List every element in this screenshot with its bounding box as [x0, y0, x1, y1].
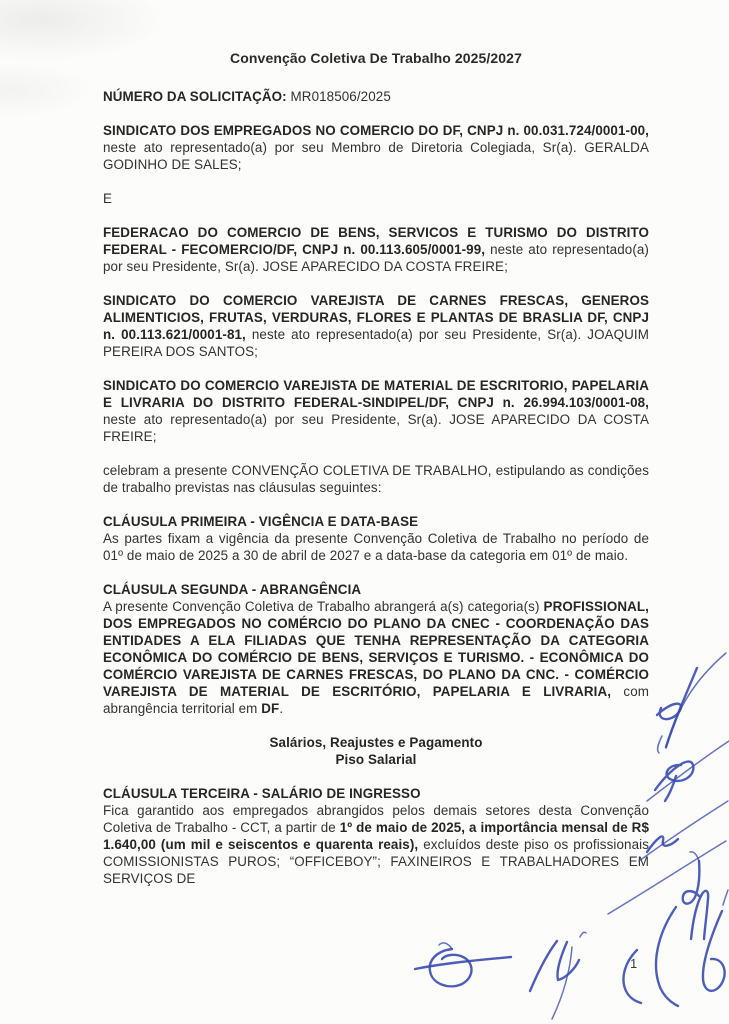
- clause-third: [103, 785, 649, 887]
- initials-rubric-right-3: [639, 801, 728, 861]
- clause-first-heading: CLÁUSULA PRIMEIRA - VIGÊNCIA E DATA-BASE: [103, 514, 419, 529]
- clause-first-body: As partes fixam a vigência da presente Convenção Coletiva de Trabalho no período de 01º de maio de 2025 a 30 de abril de 2027 e a data-base da categoria em 01º de maio.: [103, 531, 649, 563]
- party-representative: neste ato representado(a) por seu Presidente, Sr(a). JOSE APARECIDO DA COSTA FREIRE;: [103, 412, 649, 444]
- request-number-label: NÚMERO DA SOLICITAÇÃO:: [103, 89, 287, 104]
- clause-first: [103, 513, 649, 564]
- clause-second-body: [103, 598, 649, 717]
- preamble-paragraph: celebram a presente CONVENÇÃO COLETIVA DE TRABALHO, estipulando as condições de trabalho previstas nas cláusulas seguintes:: [103, 463, 649, 495]
- document-body: [103, 50, 649, 887]
- page-number: 1: [630, 956, 638, 971]
- party-representative: neste ato representado(a) por seu Presidente, Sr(a). JOSE APARECIDO DA COSTA FREIRE;: [103, 242, 649, 274]
- signature-bottom-oval: [415, 943, 511, 986]
- signature-bottom-right: [623, 890, 728, 1006]
- signature-bottom-middle: [530, 932, 586, 1019]
- clause-second-heading: CLÁUSULA SEGUNDA - ABRANGÊNCIA: [103, 582, 362, 597]
- party-name-bold: SINDICATO DO COMERCIO VAREJISTA DE CARNES FRESCAS, GENEROS ALIMENTICIOS, FRUTAS, VERDURAS, FLORES E PLANTAS DE BRASLIA DF, CNPJ n. 00.113.621/0001-81,: [103, 293, 649, 342]
- party-name-bold: SINDICATO DOS EMPREGADOS NO COMERCIO DO DF, CNPJ n. 00.031.724/0001-00,: [103, 123, 649, 138]
- clause-second: [103, 581, 649, 717]
- clause-third-end: excluídos deste piso os profissionais COMISSIONISTAS PUROS; “OFFICEBOY”; FAXINEIROS E TRABALHADORES EM SERVIÇOS DE: [103, 837, 649, 886]
- party-paragraph-4: [103, 377, 649, 445]
- party-name-bold: FEDERACAO DO COMERCIO DE BENS, SERVICOS E TURISMO DO DISTRITO FEDERAL - FECOMERCIO/DF, CNPJ n. 00.113.605/0001-99,: [103, 225, 649, 257]
- connector-letter: E: [103, 191, 113, 206]
- section-heading: [103, 734, 649, 768]
- party-representative: neste ato representado(a) por seu Presidente, Sr(a). JOAQUIM PEREIRA DOS SANTOS;: [103, 327, 649, 359]
- party-paragraph-2: [103, 224, 649, 275]
- request-number-line: [103, 88, 649, 105]
- clause-second-lead: A presente Convenção Coletiva de Trabalho abrangerá a(s) categoria(s): [103, 599, 544, 614]
- party-representative: neste ato representado(a) por seu Membro de Diretoria Colegiada, Sr(a). GERALDA GODINHO DE SALES;: [103, 140, 649, 172]
- party-paragraph-3: [103, 292, 649, 360]
- clause-second-end: .: [279, 701, 284, 716]
- clause-third-lead: Fica garantido aos empregados abrangidos pelos demais setores desta Convenção Coletiva de Trabalho - CCT, a partir de: [103, 803, 649, 835]
- clause-second-mid: com abrangência territorial em: [103, 684, 649, 716]
- section-heading-line1: Salários, Reajustes e Pagamento: [269, 735, 483, 750]
- request-number-value: MR018506/2025: [290, 89, 391, 104]
- clause-second-scope-bold: PROFISSIONAL, DOS EMPREGADOS NO COMÉRCIO DO PLANO DA CNEC - COORDENAÇÃO DAS ENTIDADES A ELA FILIADAS QUE TENHA REPRESENTAÇÃO DA CATEGORIA ECONÔMICA DO COMÉRCIO DE BENS, SERVIÇOS E TURISMO. - ECONÔMICA DO COMÉRCIO VAREJISTA DE CARNES FRESCAS, DO PLANO DA CNC. - COMÉRCIO VAREJISTA DE MATERIAL DE ESCRITÓRIO, PAPELARIA E LIVRARIA,: [103, 599, 649, 699]
- document-title: Convenção Coletiva De Trabalho 2025/2027: [230, 50, 522, 66]
- party-paragraph-1: [103, 122, 649, 173]
- clause-third-body: [103, 802, 649, 887]
- clause-second-territory-bold: DF: [261, 701, 280, 716]
- clause-third-heading: CLÁUSULA TERCEIRA - SALÁRIO DE INGRESSO: [103, 786, 421, 801]
- initials-rubric-right-1: [657, 653, 726, 753]
- section-heading-line2: Piso Salarial: [335, 752, 417, 767]
- clause-third-salary-bold: 1º de maio de 2025, a importância mensal de R$ 1.640,00 (um mil e seiscentos e quarenta reais),: [103, 820, 649, 852]
- initials-rubric-right-2: [647, 741, 729, 801]
- party-name-bold: SINDICATO DO COMERCIO VAREJISTA DE MATERIAL DE ESCRITORIO, PAPELARIA E LIVRARIA DO DISTRITO FEDERAL-SINDIPEL/DF, CNPJ n. 26.994.103/0001-08,: [103, 378, 649, 410]
